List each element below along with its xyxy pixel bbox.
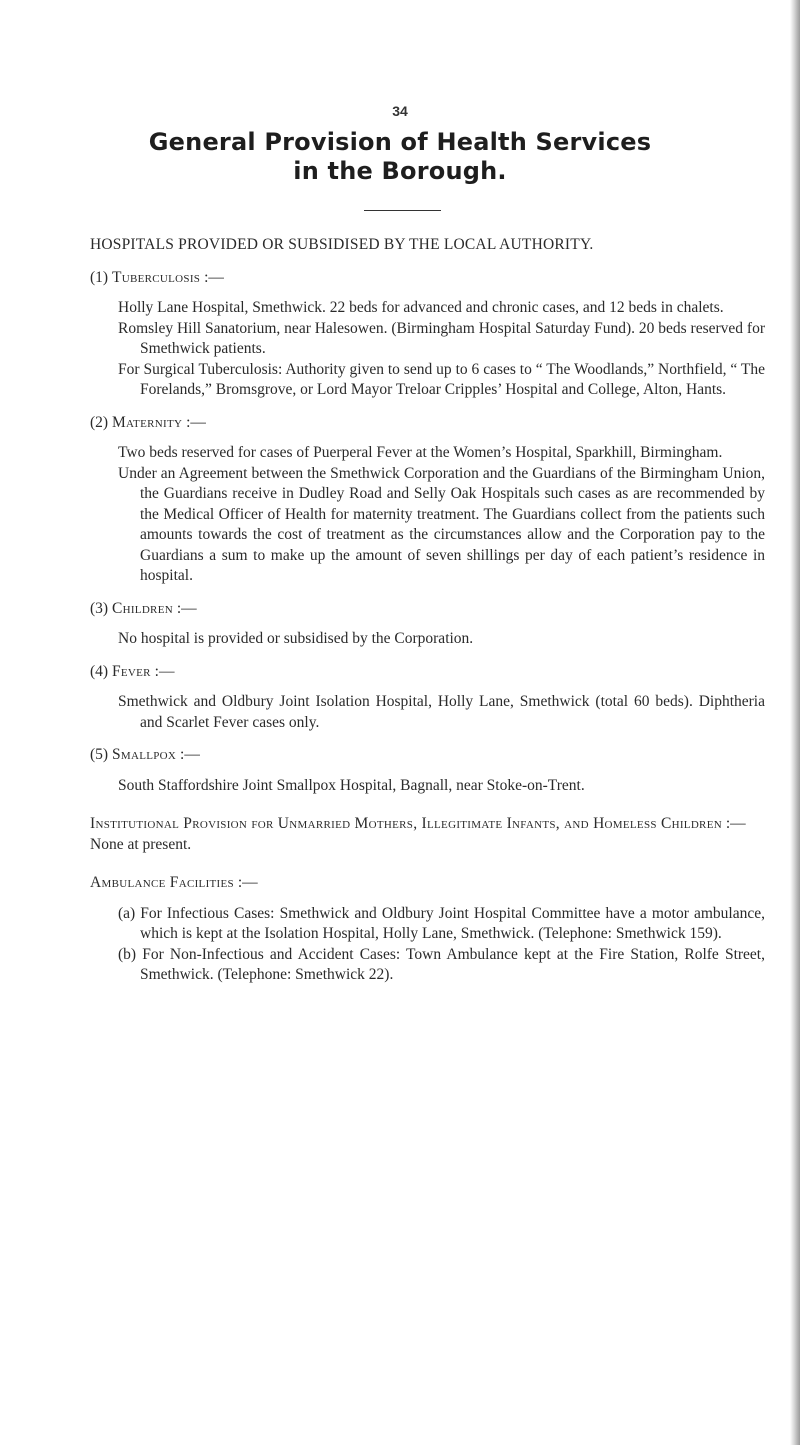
list-item: Two beds reserved for cases of Puerperal Fever at the Women’s Hospital, Sparkhill, Birmingham. [118, 444, 723, 461]
section-label: Fever [111, 662, 151, 680]
list-item: Under an Agreement between the Smethwick Corporation and the Guardians of the Birmingham Union, the Guardians receive in Dudley Road and Selly Oak Hospitals such cases as are recommended by the Medical Officer of Health for maternity treatment. The Guardians collect from the patients such amounts towards the cost of treatment as the circumstances allow and the Corporation pay to the Guardians a sum to make up the amount of seven shillings per day of each patient’s residence in hospital. [118, 464, 765, 584]
title-divider [364, 210, 441, 211]
section-head [90, 745, 765, 766]
document-body [90, 235, 765, 986]
section-maternity [90, 413, 765, 587]
section-head [90, 599, 765, 620]
page-number: 34 [392, 103, 408, 119]
page-title-line-2: in the Borough. [293, 157, 507, 185]
list-item: Holly Lane Hospital, Smethwick. 22 beds for advanced and chronic cases, and 12 beds in chalets. [118, 299, 724, 316]
list-item: Romsley Hill Sanatorium, near Halesowen. (Birmingham Hospital Saturday Fund). 20 beds reserved for Smethwick patients. [118, 319, 765, 357]
section-number: (3) [90, 599, 109, 617]
section-number: (4) [90, 662, 109, 680]
section-suffix: :— [204, 268, 224, 286]
section-heading: HOSPITALS PROVIDED OR SUBSIDISED BY THE LOCAL AUTHORITY. [90, 236, 594, 253]
section-number: (1) [90, 268, 109, 286]
section-head [90, 268, 765, 289]
block-heading-text: Institutional Provision for Unmarried Mothers, Illegitimate Infants, and Homeless Children [90, 815, 722, 832]
list-item: (b) For Non-Infectious and Accident Cases: Town Ambulance kept at the Fire Station, Rolfe Street, Smethwick. (Telephone: Smethwick 22). [118, 945, 765, 983]
section-number: (5) [90, 746, 109, 763]
section-tuberculosis [90, 268, 765, 401]
block-text: None at present. [90, 835, 192, 853]
page-title-line-1: General Provision of Health Services [148, 128, 652, 156]
section-institutional-provision [90, 814, 765, 855]
section-suffix: :— [154, 662, 175, 680]
section-ambulance-facilities [90, 873, 765, 986]
section-smallpox [90, 745, 765, 796]
block-heading-suffix: :— [725, 815, 746, 832]
list-item: South Staffordshire Joint Smallpox Hospital, Bagnall, near Stoke-on-Trent. [118, 776, 585, 794]
block-heading [90, 873, 765, 894]
section-label: Children [111, 599, 173, 617]
section-head [90, 662, 765, 683]
block-heading-suffix: :— [237, 874, 258, 891]
section-suffix: :— [176, 599, 197, 617]
section-label: Smallpox [111, 746, 177, 763]
list-item: Smethwick and Oldbury Joint Isolation Hospital, Holly Lane, Smethwick (total 60 beds). Diphtheria and Scarlet Fever cases only. [118, 693, 765, 731]
list-item: For Surgical Tuberculosis: Authority given to send up to 6 cases to “ The Woodlands,” Northfield, “ The Forelands,” Bromsgrove, or Lord Mayor Treloar Cripples’ Hospital and College, Alton, Hants. [118, 360, 765, 398]
section-suffix: :— [186, 413, 206, 431]
list-item: (a) For Infectious Cases: Smethwick and Oldbury Joint Hospital Committee have a motor ambulance, which is kept at the Isolation Hospital, Holly Lane, Smethwick. (Telephone: Smethwick 159). [118, 904, 765, 942]
section-fever [90, 662, 765, 734]
page-edge-shadow [790, 0, 800, 1445]
section-number: (2) [90, 413, 109, 431]
page-title [0, 128, 800, 186]
section-children [90, 599, 765, 650]
section-head [90, 413, 765, 434]
list-item: No hospital is provided or subsidised by the Corporation. [118, 630, 474, 647]
section-suffix: :— [180, 746, 200, 763]
block-heading-text: Ambulance Facilities [90, 874, 234, 891]
section-label: Tuberculosis [111, 268, 201, 286]
section-label: Maternity [111, 413, 183, 431]
block-heading [90, 814, 765, 835]
